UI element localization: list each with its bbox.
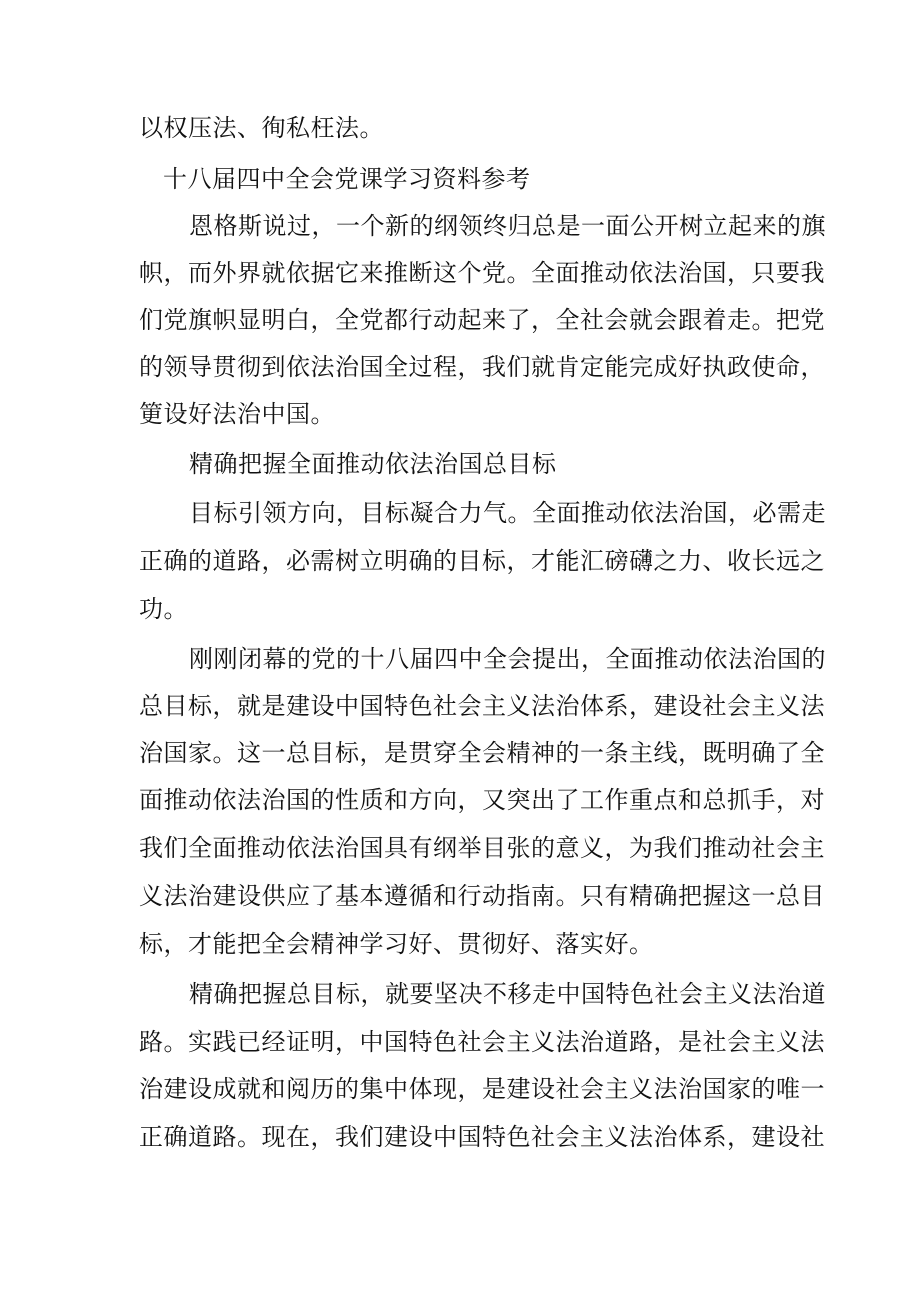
text-line: 精确把握总目标，就要坚决不移走中国特色社会主义法治道 bbox=[189, 980, 826, 1008]
text-line: 路。实践已经证明，中国特色社会主义法治道路，是社会主义法 bbox=[139, 1028, 825, 1056]
section-heading: 精确把握全面推动依法治国总目标 bbox=[189, 450, 557, 478]
text-line: 治建设成就和阅历的集中体现，是建设社会主义法治国家的唯一 bbox=[139, 1075, 825, 1103]
text-line: 义法治建设供应了基本遵循和行动指南。只有精确把握这一总目 bbox=[139, 882, 825, 910]
text-line: 正确道路。现在，我们建设中国特色社会主义法治体系，建设社 bbox=[139, 1123, 825, 1151]
text-line: 目标引领方向，目标凝合力气。全面推动依法治国，必需走 bbox=[189, 499, 826, 527]
text-line: 标，才能把全会精神学习好、贯彻好、落实好。 bbox=[139, 930, 654, 958]
section-heading: 十八届四中全会党课学习资料参考 bbox=[163, 165, 531, 193]
text-line: 正确的道路，必需树立明确的目标，才能汇磅礴之力、收长远之 bbox=[139, 547, 825, 575]
text-line: 刚刚闭幕的党的十八届四中全会提出，全面推动依法治国的 bbox=[189, 645, 826, 673]
text-line: 的领导贯彻到依法治国全过程，我们就肯定能完成好执政使命， bbox=[139, 353, 825, 381]
text-line: 恩格斯说过，一个新的纲领终归总是一面公开树立起来的旗 bbox=[189, 212, 826, 240]
text-line: 以权压法、徇私枉法。 bbox=[139, 114, 384, 142]
text-line: 面推动依法治国的性质和方向，又突出了工作重点和总抓手，对 bbox=[139, 786, 825, 814]
text-line: 帜，而外界就依据它来推断这个党。全面推动依法治国，只要我 bbox=[139, 259, 825, 287]
text-line: 们党旗帜显明白，全党都行动起来了，全社会就会跟着走。把党 bbox=[139, 306, 825, 334]
text-line: 总目标，就是建设中国特色社会主义法治体系，建设社会主义法 bbox=[139, 692, 825, 720]
text-line: 我们全面推动依法治国具有纲举目张的意义，为我们推动社会主 bbox=[139, 834, 825, 862]
text-line: 功。 bbox=[139, 595, 188, 623]
text-line: 筻设好法治中国。 bbox=[139, 400, 335, 428]
text-line: 治国家。这一总目标，是贯穿全会精神的一条主线，既明确了全 bbox=[139, 739, 825, 767]
